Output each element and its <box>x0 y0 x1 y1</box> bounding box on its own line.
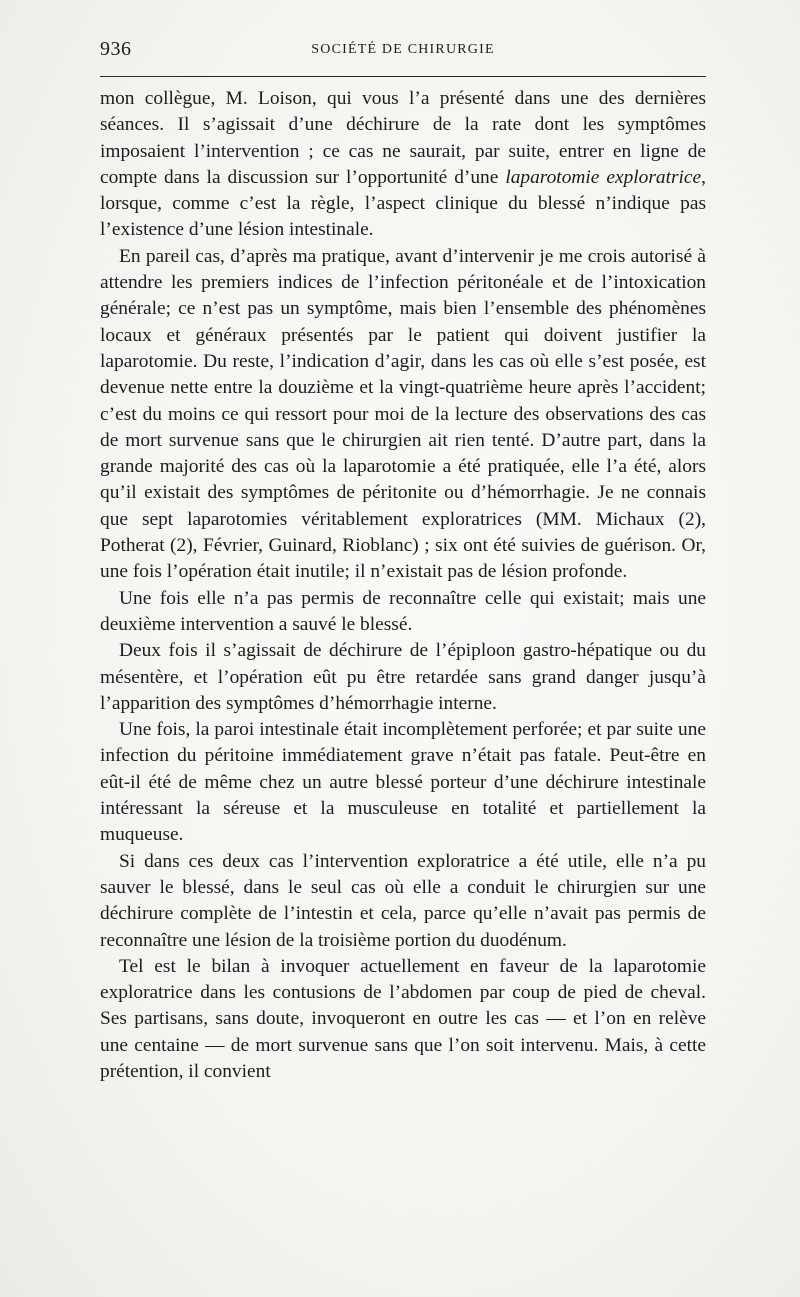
paragraph: Une fois, la paroi intestinale était incomplètement perforée; et par suite une infection du péritoine immédiatement grave n’était pas fatale. Peut-être en eût-il été de même chez un autre blessé porteur d’une déchirure intestinale intéressant la séreuse et la musculeuse en totalité et partiellement la muqueuse. <box>100 719 706 846</box>
paragraph: Deux fois il s’agissait de déchirure de l’épiploon gastro-hépatique ou du mésentère, et l’opération eût pu être retardée sans grand danger jusqu’à l’apparition des symptômes d’hémorrhagie interne. <box>100 640 706 714</box>
running-head: SOCIÉTÉ DE CHIRURGIE <box>311 42 495 57</box>
paragraph: En pareil cas, d’après ma pratique, avant d’intervenir je me crois autorisé à attendre les premiers indices de l’infection péritonéale et de l’intoxication générale; ce n’est pas un symptôme, mais bien l’ensemble des phénomènes locaux et généraux présentés par le patient qui doivent justifier la laparotomie. Du reste, l’indication d’agir, dans les cas où elle s’est posée, est devenue nette entre la douzième et la vingt-quatrième heure après l’accident; c’est du moins ce qui ressort pour moi de la lecture des observations des cas de mort survenue sans que le chirurgien ait rien tenté. D’autre part, dans la grande majorité des cas où la laparotomie a été pratiquée, elle l’a été, alors qu’il existait des symptômes de péritonite ou d’hémorrhagie. Je ne connais que sept laparotomies véritablement exploratrices (MM. Michaux (2), Potherat (2), Février, Guinard, Rioblanc) ; six ont été suivies de guérison. Or, une fois l’opération était inutile; il n’existait pas de lésion profonde. <box>100 245 706 583</box>
italic-term: laparotomie exploratrice <box>505 166 702 188</box>
paragraph-text: , lorsque, comme c’est la règle, l’aspect clinique du blessé n’indique pas l’existence d’une lésion intestinale. <box>100 166 706 241</box>
paragraph: Une fois elle n’a pas permis de reconnaître celle qui existait; mais une deuxième intervention a sauvé le blessé. <box>100 587 706 635</box>
paragraph-text: mon collègue, M. Loison, qui vous l’a présenté dans une des dernières séances. Il s’agissait d’une déchirure de la rate dont les symptômes imposaient l’intervention ; ce cas ne saurait, par suite, entrer en ligne de compte dans la discussion sur l’opportunité d’une <box>100 88 706 188</box>
page-header <box>100 38 706 66</box>
paragraph: Tel est le bilan à invoquer actuellement en faveur de la laparotomie exploratrice dans les contusions de l’abdomen par coup de pied de cheval. Ses partisans, sans doute, invoqueront en outre les cas — et l’on en relève une centaine — de mort survenue sans que l’on soit intervenu. Mais, à cette prétention, il convient <box>100 955 706 1082</box>
paragraph: Si dans ces deux cas l’intervention exploratrice a été utile, elle n’a pu sauver le blessé, dans le seul cas où elle a conduit le chirurgien sur une déchirure complète de l’intestin et cela, parce qu’elle n’avait pas permis de reconnaître une lésion de la troisième portion du duodénum. <box>100 850 706 951</box>
paragraph <box>100 86 706 244</box>
page-number: 936 <box>100 38 132 60</box>
header-rule <box>100 76 706 77</box>
body-text <box>100 86 706 1085</box>
